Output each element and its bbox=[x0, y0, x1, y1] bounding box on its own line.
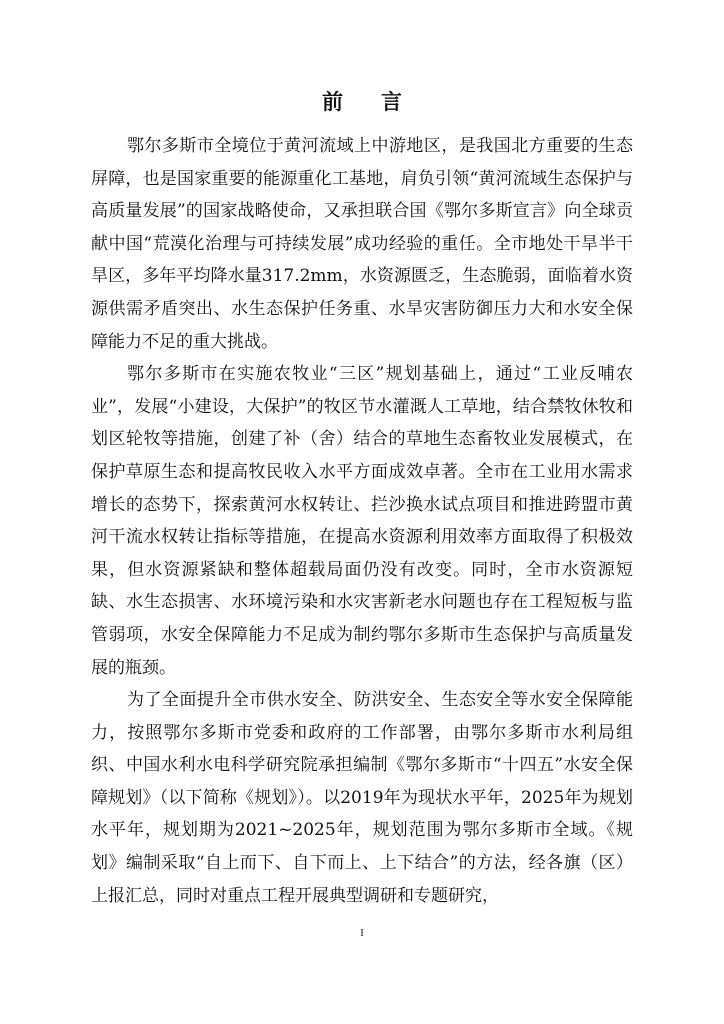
page-title: 前言 bbox=[322, 89, 440, 114]
paragraph: 鄂尔多斯市全境位于黄河流域上中游地区，是我国北方重要的生态屏障，也是国家重要的能源重化工基地，肩负引领“黄河流域生态保护与高质量发展”的国家战略使命，又承担联合国《鄂尔多斯宣言》向全球贡献中国“荒漠化治理与可持续发展”成功经验的重任。全市地处干旱半干旱区，多年平均降水量317.2mm，水资源匮乏，生态脆弱，面临着水资源供需矛盾突出、水生态保护任务重、水旱灾害防御压力大和水安全保障能力不足的重大挑战。 bbox=[91, 136, 633, 352]
paragraph: 鄂尔多斯市在实施农牧业“三区”规划基础上，通过“工业反哺农业”，发展“小建设，大保护”的牧区节水灌溉人工草地，结合禁牧休牧和划区轮牧等措施，创建了补（舍）结合的草地生态畜牧业发展模式，在保护草原生态和提高牧民收入水平方面成效卓著。全市在工业用水需求增长的态势下，探索黄河水权转让、拦沙换水试点项目和推进跨盟市黄河干流水权转让指标等措施，在提高水资源利用效率方面取得了积极效果，但水资源紧缺和整体超载局面仍没有改变。同时，全市水资源短缺、水生态损害、水环境污染和水灾害新老水问题也存在工程短板与监管弱项，水安全保障能力不足成为制约鄂尔多斯市生态保护与高质量发展的瓶颈。 bbox=[91, 364, 633, 678]
body-text bbox=[91, 130, 633, 912]
page-number: I bbox=[360, 928, 364, 939]
paragraph: 为了全面提升全市供水安全、防洪安全、生态安全等水安全保障能力，按照鄂尔多斯市党委和政府的工作部署，由鄂尔多斯市水利局组织、中国水利水电科学研究院承担编制《鄂尔多斯市“十四五”水安全保障规划》（以下简称《规划》）。以2019年为现状水平年，2025年为规划水平年，规划期为2021~2025年，规划范围为鄂尔多斯市全域。《规划》编制采取“自上而下、自下而上、上下结合”的方法，经各旗（区）上报汇总，同时对重点工程开展典型调研和专题研究， bbox=[91, 690, 633, 906]
